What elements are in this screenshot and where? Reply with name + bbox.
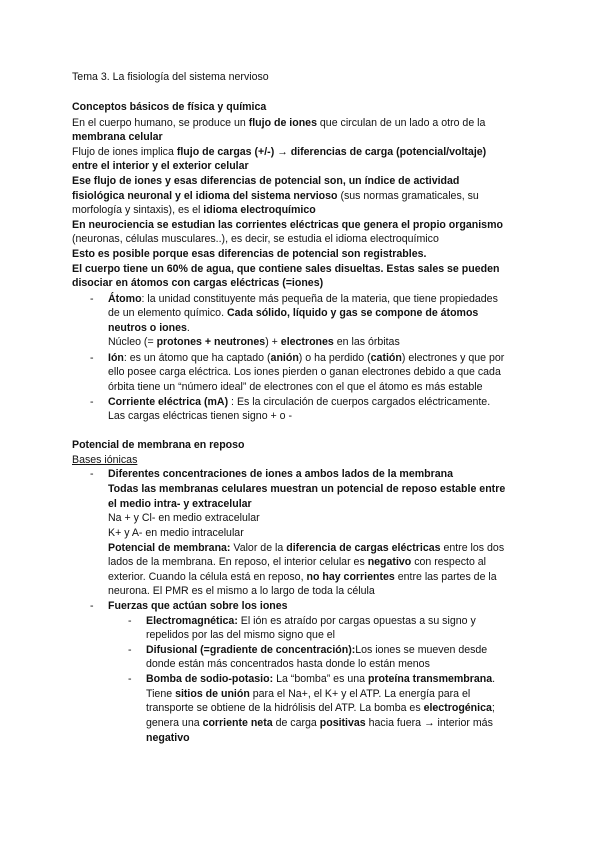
bullet-dash: -	[90, 293, 94, 305]
bullet-dash: -	[128, 673, 132, 685]
bullet-ion	[108, 351, 504, 365]
paragraph-line	[108, 555, 486, 569]
bold-term: Corriente eléctrica (mA)	[108, 396, 229, 408]
bold-term: flujo de cargas (+/-) → diferencias de carga (potencial/voltaje)	[176, 146, 487, 158]
paragraph-line: En neurociencia se estudian las corrientes eléctricas que genera el propio organismo	[72, 219, 503, 231]
text-run: Flujo de iones implica	[72, 146, 177, 158]
text-run: en las órbitas	[333, 336, 400, 348]
section-heading-potencial: Potencial de membrana en reposo	[72, 439, 245, 451]
bold-term: Bomba de sodio-potasio:	[146, 673, 274, 685]
bullet-atomo	[108, 292, 498, 306]
bullet-dash: -	[90, 352, 94, 364]
paragraph-line: membrana celular	[72, 131, 163, 143]
text-run: : la unidad constituyente más pequeña de la materia, que tiene propiedades	[141, 293, 498, 305]
bullet-bomba	[146, 672, 495, 686]
text-run: : es un átomo que ha captado (	[123, 352, 271, 364]
paragraph-line: órbita tiene un “número ideal” de electrones con el que el átomo es más estable	[108, 381, 483, 393]
bold-term: negativo	[367, 556, 412, 568]
text-run: ) electrones y que por	[401, 352, 505, 364]
text-run: que circulan de un lado a otro de la	[316, 117, 486, 129]
paragraph-line	[146, 701, 495, 715]
bold-term: fisiológica neuronal y el idioma del sistema nervioso	[72, 190, 338, 202]
text-run: transporte se obtiene de la hidrólisis del ATP. La bomba es	[146, 702, 424, 714]
bold-term: no hay corrientes	[306, 571, 395, 583]
bold-term: flujo de iones	[248, 117, 317, 129]
section-heading-conceptos: Conceptos básicos de física y química	[72, 101, 267, 113]
bold-term: Átomo	[108, 293, 142, 305]
text-run: genera una	[146, 717, 203, 729]
bullet-electromagnetica	[146, 614, 476, 628]
text-run: Núcleo (=	[108, 336, 157, 348]
paragraph-line	[72, 189, 479, 203]
bold-term: Cada sólido, líquido y gas se compone de átomos	[226, 307, 479, 319]
bullet-dash: -	[128, 615, 132, 627]
paragraph-line	[72, 116, 485, 130]
bold-term: proteína transmembrana	[367, 673, 493, 685]
bold-term: anión	[270, 352, 299, 364]
subheading-bases-ionicas: Bases iónicas	[72, 454, 138, 466]
text-run: ) +	[265, 336, 281, 348]
bold-term: Potencial de membrana:	[108, 542, 231, 554]
text-run: de carga	[272, 717, 320, 729]
paragraph-line: (neuronas, células musculares..), es decir, se estudia el idioma electroquímico	[72, 233, 439, 245]
paragraph-line: Na + y Cl- en medio extracelular	[108, 512, 260, 524]
text-run: ) o ha perdido (	[298, 352, 371, 364]
paragraph-line: Las cargas eléctricas tienen signo + o -	[108, 410, 293, 422]
paragraph-line: ello posee carga eléctrica. Los iones pierden o ganan electrones debido a que cada	[108, 366, 501, 378]
bold-term: idioma electroquímico	[203, 204, 316, 216]
paragraph-line: K+ y A- en medio intracelular	[108, 527, 244, 539]
bullet-concentraciones: Diferentes concentraciones de iones a ambos lados de la membrana	[108, 468, 454, 480]
paragraph-line: neurona. El PMR es el mismo a lo largo de toda la célula	[108, 585, 375, 597]
paragraph-line	[72, 203, 316, 217]
text-run: (sus normas gramaticales, su	[337, 190, 479, 202]
bullet-dash: -	[90, 468, 94, 480]
bullet-dash: -	[90, 396, 94, 408]
paragraph-line	[146, 687, 470, 701]
text-run: de un elemento químico.	[108, 307, 227, 319]
text-run: entre las partes de la	[394, 571, 497, 583]
bold-term: catión	[370, 352, 402, 364]
bold-term: electrones	[280, 336, 334, 348]
document-title: Tema 3. La fisiología del sistema nervioso	[72, 71, 269, 83]
text-run: hacia fuera → interior más	[365, 717, 493, 729]
text-run: para el Na+, el K+ y el ATP. La energía para el	[249, 688, 471, 700]
bold-term: diferencia de cargas eléctricas	[286, 542, 441, 554]
paragraph-line: disociar en átomos con cargas eléctricas (=iones)	[72, 277, 324, 289]
paragraph-line	[108, 570, 497, 584]
bullet-dash: -	[128, 644, 132, 656]
paragraph-line: negativo	[146, 732, 190, 744]
paragraph-line	[108, 306, 478, 320]
text-run: .	[186, 322, 190, 334]
bold-term: sitios de unión	[175, 688, 250, 700]
bold-term: electrogénica	[423, 702, 492, 714]
bold-term: positivas	[319, 717, 366, 729]
text-run: .	[492, 673, 496, 685]
bold-term: Difusional (=gradiente de concentración):	[146, 644, 356, 656]
text-run: exterior. Cuando la célula está en reposo,	[108, 571, 307, 583]
text-run: Los iones se mueven desde	[355, 644, 488, 656]
paragraph-line: donde están más concentrados hasta donde lo están menos	[146, 658, 430, 670]
text-run: En el cuerpo humano, se produce un	[72, 117, 249, 129]
paragraph-line: el medio intra- y extracelular	[108, 498, 252, 510]
bold-term: protones + neutrones	[156, 336, 266, 348]
bold-term: neutros o iones	[108, 322, 187, 334]
text-run: La “bomba” es una	[273, 673, 368, 685]
text-run: morfología y sintaxis), es el	[72, 204, 204, 216]
text-run: Valor de la	[230, 542, 287, 554]
paragraph-line: Esto es posible porque esas diferencias de potencial son registrables.	[72, 248, 427, 260]
bold-term: Electromagnética:	[146, 615, 238, 627]
paragraph-line: repelidos por las del mismo signo que el	[146, 629, 336, 641]
bold-term: Ión	[108, 352, 124, 364]
text-run: El ión es atraído por cargas opuestas a su signo y	[237, 615, 476, 627]
paragraph-line	[108, 335, 400, 349]
text-run: Tiene	[146, 688, 176, 700]
bold-term: corriente neta	[202, 717, 273, 729]
paragraph-line: El cuerpo tiene un 60% de agua, que contiene sales disueltas. Estas sales se pueden	[72, 263, 500, 275]
paragraph-line: Ese flujo de iones y esas diferencias de potencial son, un índice de actividad	[72, 175, 460, 187]
paragraph-line	[108, 321, 190, 335]
paragraph-line	[108, 541, 504, 555]
paragraph-line	[146, 716, 493, 730]
text-run: entre los dos	[440, 542, 505, 554]
paragraph-line	[72, 145, 486, 159]
text-run: lados de la membrana. En reposo, el interior celular es	[108, 556, 368, 568]
bullet-dash: -	[90, 600, 94, 612]
text-run: con respecto al	[411, 556, 487, 568]
bullet-corriente	[108, 395, 490, 409]
text-run: : Es la circulación de cuerpos cargados eléctricamente.	[228, 396, 491, 408]
text-run: ;	[491, 702, 495, 714]
bullet-fuerzas: Fuerzas que actúan sobre los iones	[108, 600, 288, 612]
paragraph-line: entre el interior y el exterior celular	[72, 160, 249, 172]
bullet-difusional	[146, 643, 487, 657]
paragraph-line: Todas las membranas celulares muestran un potencial de reposo estable entre	[108, 483, 506, 495]
